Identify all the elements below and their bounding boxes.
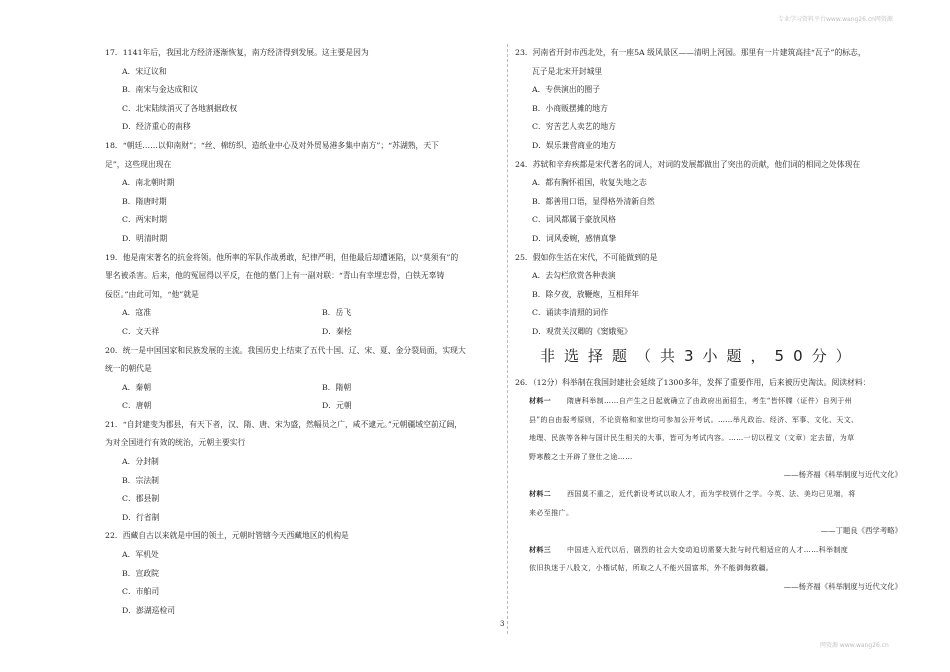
section-title: 非选择题（共3小题，50分） [540, 346, 860, 365]
question-21-stem-cont: 为对全国进行有效的统治，元朝主要实行 [105, 438, 246, 448]
q19-option-a: A．寇准 [122, 308, 152, 318]
q20-option-d: D．元朝 [322, 401, 352, 411]
q22-option-b: B．宣政院 [122, 568, 159, 578]
q23-option-b: B．小商贩摆摊的地方 [532, 103, 608, 113]
q23-option-d: D．娱乐兼营商业的地方 [532, 140, 617, 150]
question-23-stem-cont: 瓦子是北宋开封城里 [532, 66, 603, 76]
q18-option-b: B．隋唐时期 [122, 196, 167, 206]
q19-option-c: C．文天祥 [122, 326, 160, 336]
page-number: 3 [500, 620, 505, 628]
left-column [105, 44, 500, 620]
material-2-line-1 [515, 485, 910, 504]
question-19-stem-cont2: 佞臣。”由此可知，“他”就是 [105, 289, 199, 299]
q25-option-d: D．观赏关汉卿的《窦娥冤》 [532, 326, 632, 336]
q20-options-row-1 [105, 379, 500, 398]
question-20-stem-cont: 统一的朝代是 [105, 364, 152, 374]
question-26-stem: 26．（12分）科举制在我国封建社会延续了1300多年，发挥了重要作用，后来被历史淘汰。阅读材料： [515, 377, 871, 387]
watermark-top: 专业学习资料平台www.wang26.cn网资源 [778, 16, 893, 23]
q22-option-d: D．澎湖巡检司 [122, 605, 176, 615]
q17-option-d: D．经济重心的南移 [122, 122, 191, 132]
material-3-label: 材料三 [529, 544, 552, 554]
q20-options-row-2 [105, 397, 500, 416]
q25-option-b: B．除夕夜，放鞭炮，互相拜年 [532, 289, 640, 299]
question-22-stem: 22．西藏自古以来就是中国的领土，元朝时管辖今天西藏地区的机构是 [105, 531, 349, 541]
q17-option-b: B．南宋与金达成和议 [122, 85, 198, 95]
material-2-text-1: 西国莫不重之，近代新设考试以取人才，而为学校别什之学。今英、法、美均已见端，将 [567, 490, 856, 499]
material-2-label: 材料二 [529, 489, 552, 499]
material-1-label: 材料一 [529, 396, 552, 406]
material-3-line-1 [515, 541, 910, 560]
q20-option-b: B．隋朝 [322, 382, 352, 392]
q24-option-b: B．都善用口语，显得格外清新自然 [532, 196, 655, 206]
q17-option-a: A．宋辽议和 [122, 66, 167, 76]
question-21-stem: 21．“自封建变为郡县，有天下者，汉、隋、唐、宋为盛，然幅员之广，咸不逮元。”元朝疆域空前辽阔， [105, 419, 463, 429]
q21-option-c: C．郡县制 [122, 494, 160, 504]
q18-option-c: C．两宋时期 [122, 215, 167, 225]
q19-option-b: B．岳飞 [322, 308, 352, 318]
q24-option-a: A．都有胸怀祖国，收复失地之志 [532, 178, 647, 188]
material-1-source: ——杨齐福《科举制度与近代文化》 [783, 470, 902, 480]
q24-option-c: C．词风都属于豪放风格 [532, 215, 616, 225]
question-19-stem-cont: 罪名被杀害。后来，他的冤屈得以平反，在他的墓门上有一副对联：“青山有幸埋忠骨，白铁无辜铸 [105, 271, 445, 281]
material-1-line-2: 县”的自由报考原则，不论资格和家世均可参加公开考试。……举凡政治、经济、军事、文化、天文、 [529, 415, 859, 424]
q23-option-c: C．穷苦艺人卖艺的地方 [532, 122, 616, 132]
material-1-line-3: 地理、民族等各种与国计民生相关的大事，皆可为考试内容。……一切以程文（文章）定去留，为草 [529, 434, 855, 443]
question-18-stem: 18．“朝廷……以仰南财”；“丝、棉纺织、造纸业中心及对外贸易港多集中南方”；“苏湖熟，天下 [105, 140, 439, 150]
q21-option-a: A．分封制 [122, 457, 159, 467]
q23-option-a: A．专供演出的圈子 [532, 85, 601, 95]
material-1-text-1: 隋唐科举制……自产生之日起就确立了由政府出面招生，考生“皆怀牒（证件）自列于州 [567, 397, 853, 406]
q19-option-d: D．秦桧 [322, 326, 352, 336]
question-17-stem: 17．1141年后，我国北方经济逐渐恢复，南方经济得到发展。这主要是因为 [105, 48, 369, 57]
material-1-line-1 [515, 392, 910, 411]
question-19-stem: 19．他是南宋著名的抗金将领。他所率的军队作战勇敢，纪律严明，但他最后却遭诬陷，以“莫须有”的 [105, 252, 459, 262]
q25-option-a: A．去勾栏欣赏各种表演 [532, 271, 616, 281]
right-column [515, 44, 910, 597]
question-25-stem: 25．假如你生活在宋代，不可能做到的是 [515, 252, 658, 262]
q22-option-c: C．市舶司 [122, 587, 160, 597]
q19-options-row-2 [105, 323, 500, 342]
material-2-source: ——丁题良《西学考略》 [820, 526, 902, 536]
question-24-stem: 24．苏轼和辛弃疾都是宋代著名的词人，对词的发展都做出了突出的贡献，他们词的相同之处体现在 [515, 159, 861, 169]
q18-option-a: A．南北朝时期 [122, 178, 175, 188]
q24-option-d: D．词风委婉，感情真挚 [532, 233, 617, 243]
q21-option-b: B．宗法制 [122, 475, 159, 485]
material-3-line-2: 依旧执迷于八股文，小楷试帖，所取之人不能兴国富邦，外不能御侮救疆。 [529, 564, 774, 573]
q20-option-a: A．秦朝 [122, 382, 152, 392]
q17-option-c: C．北宋陆续消灭了各地割据政权 [122, 103, 238, 113]
question-23-stem: 23．河南省开封市西北处，有一座5A 级风景区——清明上河园。那里有一片建筑高挂“瓦子”的标志， [515, 48, 866, 57]
column-divider [507, 44, 508, 634]
q25-option-c: C．诵读李清照的词作 [532, 308, 609, 318]
material-1-line-4: 野寒酸之士开辟了登仕之途…… [529, 452, 633, 461]
material-3-source: ——杨齐福《科举制度与近代文化》 [783, 582, 902, 592]
material-2-line-2: 来必至推广。 [529, 508, 574, 517]
q22-option-a: A．军机处 [122, 550, 159, 560]
q19-options-row-1 [105, 304, 500, 323]
watermark-bottom: 网资源 www.wang26.cn [820, 642, 889, 649]
q18-option-d: D．明清时期 [122, 233, 168, 243]
q20-option-c: C．唐朝 [122, 401, 152, 411]
question-18-stem-cont: 足”，这些现出现在 [105, 159, 172, 169]
material-3-text-1: 中国进入近代以后，剧烈的社会大变动迫切需要大批与时代相适应的人才……科举制度 [567, 545, 849, 554]
question-20-stem: 20．统一是中国国家和民族发展的主流。我国历史上结束了五代十国、辽、宋、夏、金分裂局面，实现大 [105, 345, 466, 355]
q21-option-d: D．行省制 [122, 512, 160, 522]
